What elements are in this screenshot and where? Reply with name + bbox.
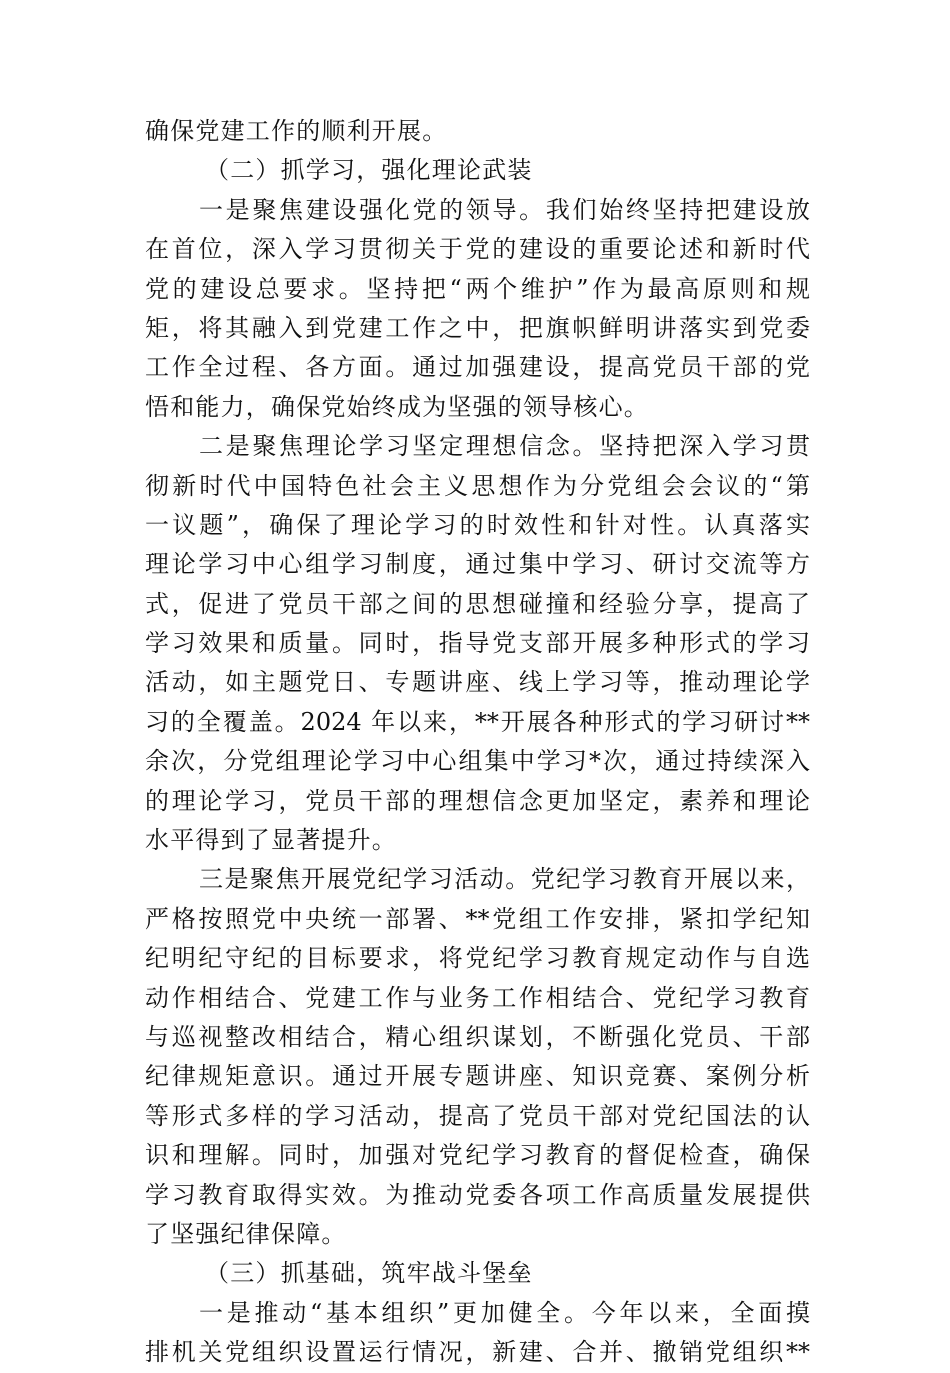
paragraph-line: 理论学习中心组学习制度，通过集中学习、研讨交流等方 — [145, 550, 810, 579]
paragraph-line: 三是聚焦开展党纪学习活动。党纪学习教育开展以来， — [199, 865, 810, 894]
section-heading: （二）抓学习，强化理论武装 — [205, 156, 533, 185]
paragraph-line: 水平得到了显著提升。 — [145, 826, 397, 855]
paragraph-line: 确保党建工作的顺利开展。 — [145, 117, 448, 145]
paragraph-line: 矩，将其融入到党建工作之中，把旗帜鲜明讲落实到党委 — [145, 313, 810, 342]
paragraph-line: 二是聚焦理论学习坚定理想信念。坚持把深入学习贯 — [199, 432, 810, 461]
paragraph-line: 工作全过程、各方面。通过加强建设，提高党员干部的党 — [145, 353, 810, 382]
paragraph-line: 动作相结合、党建工作与业务工作相结合、党纪学习教育 — [145, 983, 810, 1012]
paragraph-line: 习的全覆盖。2024 年以来，**开展各种形式的学习研讨** — [145, 707, 810, 736]
paragraph-line: 学习效果和质量。同时，指导党支部开展多种形式的学习 — [145, 629, 810, 658]
paragraph-line: 了坚强纪律保障。 — [145, 1219, 347, 1248]
paragraph-line: 彻新时代中国特色社会主义思想作为分党组会会议的“第 — [145, 471, 810, 500]
paragraph-line: 一是聚焦建设强化党的领导。我们始终坚持把建设放 — [199, 195, 810, 224]
paragraph-line: 的理论学习，党员干部的理想信念更加坚定，素养和理论 — [145, 786, 810, 815]
paragraph-line: 一是推动“基本组织”更加健全。今年以来，全面摸 — [199, 1298, 810, 1327]
paragraph-line: 排机关党组织设置运行情况，新建、合并、撤销党组织** — [145, 1338, 810, 1367]
paragraph-line: 与巡视整改相结合，精心组织谋划，不断强化党员、干部 — [145, 1022, 810, 1051]
paragraph-line: 余次，分党组理论学习中心组集中学习*次，通过持续深入 — [145, 747, 810, 776]
paragraph-line: 式，促进了党员干部之间的思想碰撞和经验分享，提高了 — [145, 589, 810, 618]
paragraph-line: 学习教育取得实效。为推动党委各项工作高质量发展提供 — [145, 1180, 810, 1209]
paragraph-line: 悟和能力，确保党始终成为坚强的领导核心。 — [145, 392, 649, 421]
paragraph-line: 等形式多样的学习活动，提高了党员干部对党纪国法的认 — [145, 1101, 810, 1130]
section-heading: （三）抓基础，筑牢战斗堡垒 — [205, 1259, 533, 1288]
paragraph-line: 识和理解。同时，加强对党纪学习教育的督促检查，确保 — [145, 1141, 810, 1170]
paragraph-line: 在首位，深入学习贯彻关于党的建设的重要论述和新时代 — [145, 235, 810, 264]
paragraph-line: 纪明纪守纪的目标要求，将党纪学习教育规定动作与自选 — [145, 944, 810, 973]
paragraph-line: 严格按照党中央统一部署、**党组工作安排，紧扣学纪知 — [145, 904, 810, 933]
document-page — [145, 112, 810, 1373]
paragraph-line: 一议题”，确保了理论学习的时效性和针对性。认真落实 — [145, 510, 810, 539]
paragraph-line: 纪律规矩意识。通过开展专题讲座、知识竞赛、案例分析 — [145, 1062, 810, 1091]
paragraph-line: 活动，如主题党日、专题讲座、线上学习等，推动理论学 — [145, 668, 810, 697]
paragraph-line: 党的建设总要求。坚持把“两个维护”作为最高原则和规 — [145, 274, 810, 303]
